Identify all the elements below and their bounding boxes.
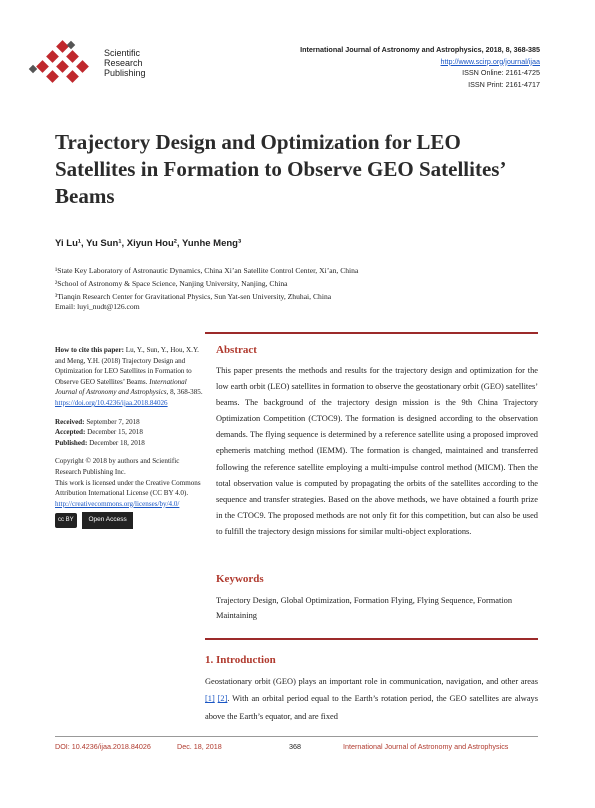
footer-doi: DOI: 10.4236/ijaa.2018.84026 bbox=[55, 742, 151, 751]
ref-2-link[interactable]: [2] bbox=[217, 694, 228, 704]
footer-divider bbox=[55, 736, 538, 737]
issn-online: ISSN Online: 2161-4725 bbox=[462, 68, 540, 77]
license-text: This work is licensed under the Creative Commons Attribution International License (CC BY 4.0). bbox=[55, 478, 201, 498]
section-divider bbox=[205, 332, 538, 334]
dates-block bbox=[55, 417, 205, 449]
cc-by-badge-icon[interactable]: cc BY bbox=[55, 513, 77, 528]
cite-volume: , 8, 368-385. bbox=[166, 388, 203, 397]
affiliation-1: ¹State Key Laboratory of Astronautic Dynamics, China Xi’an Satellite Control Center, Xi’an, China bbox=[55, 266, 359, 275]
email[interactable]: Email: luyi_nudt@126.com bbox=[55, 302, 140, 311]
accepted-label: Accepted: bbox=[55, 428, 86, 437]
copyright: Copyright © 2018 by authors and Scientific Research Publishing Inc. bbox=[55, 457, 180, 476]
published-label: Published: bbox=[55, 438, 88, 447]
authors: Yi Lu¹, Yu Sun¹, Xiyun Hou², Yunhe Meng³ bbox=[55, 238, 242, 249]
intro-heading: 1. Introduction bbox=[205, 654, 276, 666]
received-date: September 7, 2018 bbox=[86, 417, 140, 426]
section-divider-2 bbox=[205, 638, 538, 640]
published-date: December 18, 2018 bbox=[89, 438, 145, 447]
paper-title: Trajectory Design and Optimization for LEO Satellites in Formation to Observe GEO Satellites’ Beams bbox=[55, 130, 505, 208]
citation-block bbox=[55, 345, 205, 409]
journal-citation: International Journal of Astronomy and Astrophysics, 2018, 8, 368-385 bbox=[300, 45, 540, 54]
accepted-date: December 15, 2018 bbox=[87, 428, 143, 437]
ref-1-link[interactable]: [1] bbox=[205, 694, 215, 704]
abstract-heading: Abstract bbox=[216, 344, 257, 356]
intro-text: Geostationary orbit (GEO) plays an important role in communication, navigation, and other areas [1] [2]. With an orbital period equal to the Earth’s rotation period, the GEO satellites are always above the Earth’s equator, and are fixed bbox=[205, 677, 539, 721]
license-link[interactable]: http://creativecommons.org/licenses/by/4.0/ bbox=[55, 499, 180, 508]
issn-print: ISSN Print: 2161-4717 bbox=[468, 79, 540, 89]
article-info-sidebar bbox=[55, 345, 205, 529]
footer-date: Dec. 18, 2018 bbox=[177, 742, 222, 751]
affiliations bbox=[55, 264, 358, 303]
received-label: Received: bbox=[55, 417, 85, 426]
abstract-text: This paper presents the methods and results for the trajectory design and optimization for the low earth orbit (LEO) satellites in formation to observe the geostationary orbit (GEO) satellites’ beams. The background of the trajectory design mission is the 9th China Trajectory Optimization Competition (CTOC9). The formation is designed according to the observation demands. The flying sequence is determined by a reference satellite using a proposed improved ephemeris matching method (IEMM). The formation is changed, maintained and transferred following the reference satellite employing a multi-impulse control method (MICM). Then the total observation value is computed by propagating the orbits of the satellites according to the sequence and transfer strategies. Based on the above methods, we have obtained a fourth prize in the CTOC9. The proposed methods are not only fit for this competition, but can also be used to fulfill the trajectory design missions for similar multi-object explorations. bbox=[216, 366, 538, 536]
journal-url-link[interactable]: http://www.scirp.org/journal/ijaa bbox=[440, 56, 540, 66]
keywords-text: Trajectory Design, Global Optimization, Formation Flying, Flying Sequence, Formation Maintaining bbox=[216, 596, 513, 620]
cite-text: Lu, Y., Sun, Y., Hou, X.Y. and Meng, Y.H. (2018) Trajectory Design and Optimization for LEO Satellites in Formation to Observe GEO Satellites’ Beams. bbox=[55, 346, 199, 386]
journal-header bbox=[300, 44, 540, 90]
cite-journal: International Journal of Astronomy and Astrophysics bbox=[55, 377, 187, 397]
affiliation-3: ³Tianqin Research Center for Gravitational Physics, Sun Yat-sen University, Zhuhai, China bbox=[55, 292, 332, 301]
open-access-badge: Open Access bbox=[82, 512, 132, 529]
publisher-name: Scientific Research Publishing bbox=[104, 48, 146, 78]
license-block bbox=[55, 456, 205, 509]
doi-link[interactable]: https://doi.org/10.4236/ijaa.2018.84026 bbox=[55, 398, 168, 407]
scirp-logo-icon bbox=[28, 40, 98, 84]
cite-label: How to cite this paper: bbox=[55, 346, 124, 354]
keywords-heading: Keywords bbox=[216, 573, 264, 585]
affiliation-2: ²School of Astronomy & Space Science, Nanjing University, Nanjing, China bbox=[55, 279, 288, 288]
footer-journal: International Journal of Astronomy and Astrophysics bbox=[343, 742, 509, 751]
footer-page-number: 368 bbox=[289, 742, 301, 751]
